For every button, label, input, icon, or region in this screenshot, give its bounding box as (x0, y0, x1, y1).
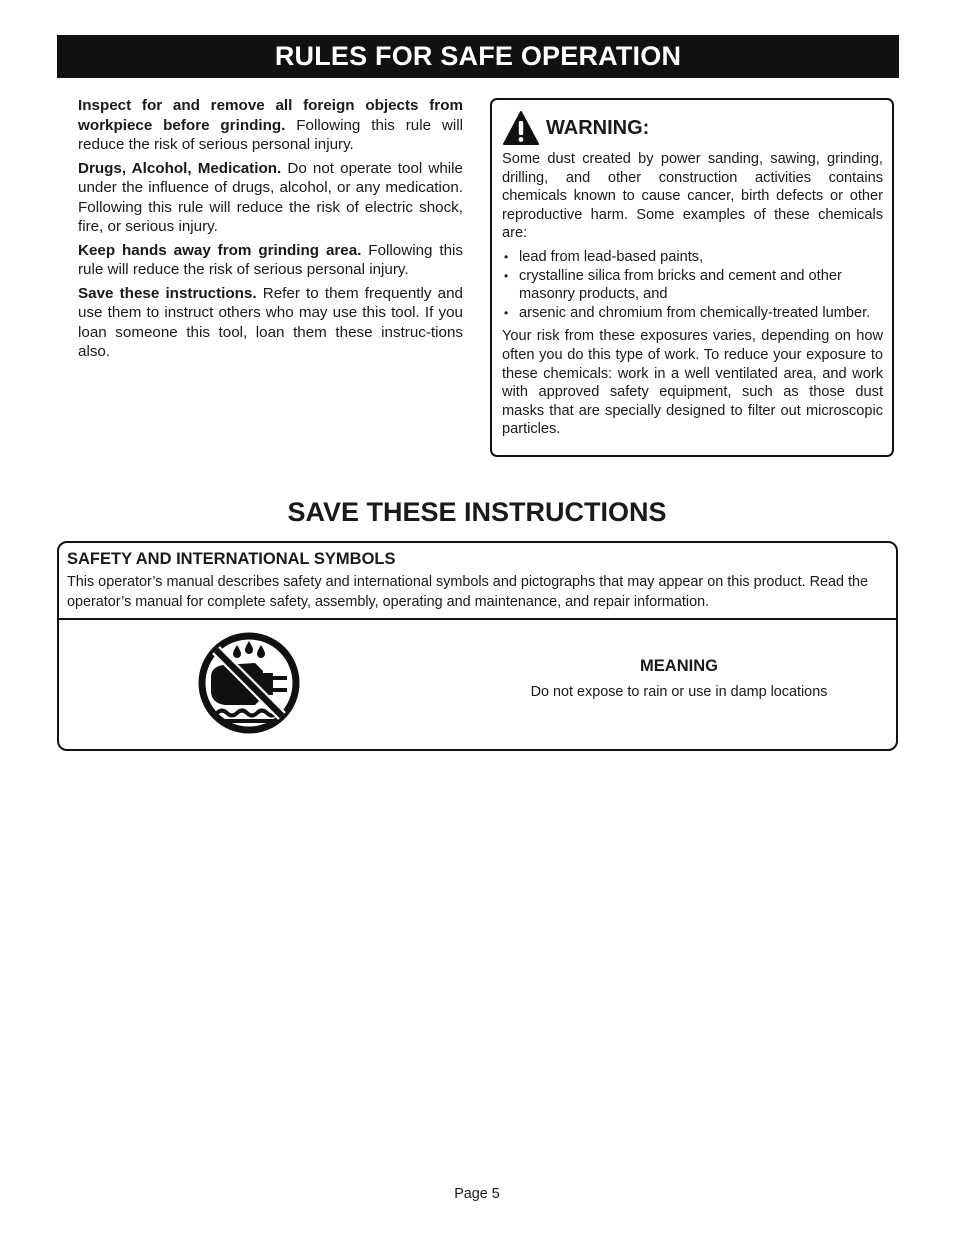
warning-box (490, 98, 894, 457)
meaning-heading: MEANING (640, 657, 718, 675)
symbols-box (57, 541, 898, 751)
rule-lead: Keep hands away from grinding area. (78, 241, 362, 259)
list-item (502, 304, 883, 323)
rules-column (78, 96, 463, 366)
chemical-list (502, 248, 883, 322)
list-item (502, 248, 883, 267)
rule-lead: Save these instructions. (78, 284, 257, 302)
symbols-heading: SAFETY AND INTERNATIONAL SYMBOLS (67, 550, 396, 568)
list-item-text: crystalline silica from bricks and cement and other masonry products, and (519, 267, 842, 303)
rule-body: Following this rule will reduce the risk of serious personal injury. (78, 116, 463, 153)
list-item-text: arsenic and chromium from chemically-treated lumber. (519, 304, 871, 321)
save-instructions-title: SAVE THESE INSTRUCTIONS (287, 497, 667, 527)
symbols-description: This operator’s manual describes safety and international symbols and pictographs that may appear on this product. Read the operator’s manual for complete safety, assembly, operating and maintenance, and repair information. (67, 574, 869, 610)
warning-header (502, 110, 883, 146)
section-banner: RULES FOR SAFE OPERATION (57, 35, 899, 78)
bullet-icon: • (504, 305, 509, 320)
warning-title: WARNING: (546, 116, 650, 139)
warning-outro: Your risk from these exposures varies, depending on how often you do this type of work. To reduce your exposure to these chemicals: work in a well ventilated area, and work with approved safety equipment, such as those dust masks that are specially designed to filter out microscopic particles. (502, 328, 883, 438)
bullet-icon: • (504, 249, 509, 264)
rule-lead: Inspect for and remove all foreign objects from workpiece before grinding. (78, 97, 463, 134)
rule-lead: Drugs, Alcohol, Medication. (78, 159, 282, 177)
warning-intro: Some dust created by power sanding, sawing, grinding, drilling, and other construction activities contains chemicals known to cause cancer, birth defects or other reproductive harm. Some examples of these chemicals are: (502, 151, 883, 242)
rule-paragraph (78, 159, 463, 237)
bullet-icon: • (504, 268, 509, 283)
rule-paragraph (78, 96, 463, 155)
list-item (502, 267, 883, 304)
no-wet-locations-icon (197, 631, 301, 735)
rule-body: Following this rule will reduce the risk of serious personal injury. (78, 241, 463, 278)
list-item-text: lead from lead-based paints, (519, 248, 704, 265)
page-number: Page 5 (454, 1186, 500, 1202)
rule-paragraph (78, 241, 463, 280)
rule-body: Refer to them frequently and use them to instruct others who may use this tool. If you loan someone this tool, loan them these instruc-tions also. (78, 284, 463, 360)
rule-paragraph (78, 284, 463, 362)
symbols-divider (59, 618, 896, 620)
meaning-text: Do not expose to rain or use in damp locations (530, 684, 828, 700)
rule-body: Do not operate tool while under the influence of drugs, alcohol, or any medication. Following this rule will reduce the risk of electric shock, fire, or serious injury. (78, 159, 463, 235)
warning-triangle-icon (502, 110, 540, 146)
